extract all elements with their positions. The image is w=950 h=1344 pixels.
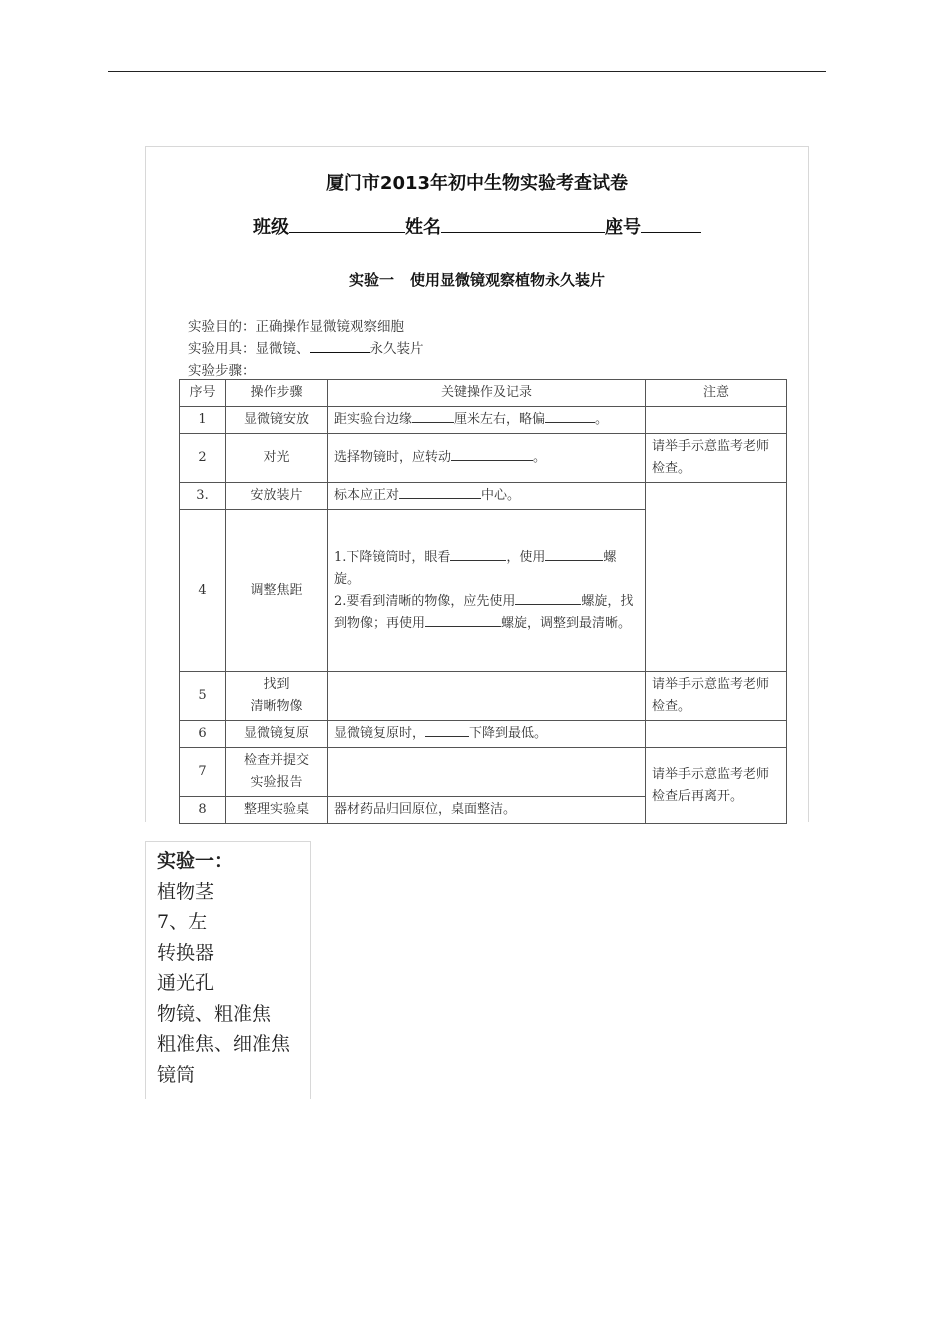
row-record bbox=[328, 483, 646, 510]
answer-blank[interactable] bbox=[515, 591, 581, 605]
row-no: 1 bbox=[180, 407, 226, 434]
answer-item: 粗准焦、细准焦 bbox=[157, 1033, 291, 1055]
record-text: 选择物镜时，应转动 bbox=[334, 450, 452, 465]
table-row bbox=[180, 721, 787, 748]
seat-blank[interactable] bbox=[641, 214, 701, 233]
experiment-heading bbox=[146, 269, 808, 290]
step-line: 清晰物像 bbox=[250, 699, 303, 714]
answer-title: 实验一： bbox=[157, 850, 234, 872]
experiment-name: 使用显微镜观察植物永久装片 bbox=[410, 271, 606, 289]
row-note: 请举手示意监考老师检查。 bbox=[646, 434, 787, 483]
record-text: 。 bbox=[595, 412, 609, 427]
answer-blank[interactable] bbox=[451, 447, 533, 461]
focus-line-2 bbox=[334, 591, 639, 635]
row-no: 4 bbox=[180, 510, 226, 672]
record-text: 标本应正对 bbox=[334, 488, 400, 503]
answer-blank[interactable] bbox=[545, 547, 603, 561]
record-text: 中心。 bbox=[481, 488, 521, 503]
row-record bbox=[328, 434, 646, 483]
row-note: 请举手示意监考老师检查后再离开。 bbox=[646, 748, 787, 824]
answer-item: 物镜、粗准焦 bbox=[157, 1002, 272, 1025]
row-note bbox=[646, 483, 787, 672]
row-step: 显微镜复原 bbox=[226, 721, 328, 748]
header-step: 操作步骤 bbox=[226, 380, 328, 407]
step-line: 检查并提交 bbox=[243, 753, 309, 768]
table-row bbox=[180, 434, 787, 483]
record-text: 距实验台边缘 bbox=[334, 412, 413, 427]
table-header-row bbox=[180, 380, 787, 407]
class-label: 班级 bbox=[253, 217, 289, 238]
answer-blank[interactable] bbox=[412, 409, 454, 423]
row-step: 调整焦距 bbox=[226, 510, 328, 672]
answer-item: 7、左 bbox=[157, 911, 208, 933]
name-blank[interactable] bbox=[441, 214, 605, 233]
record-text: 2.要看到清晰的物像，应先使用 bbox=[334, 593, 516, 609]
record-text: ，使用 bbox=[506, 549, 546, 565]
record-text: 螺旋，调整到最清晰。 bbox=[501, 615, 632, 631]
answer-item: 通光孔 bbox=[157, 972, 215, 994]
table-row bbox=[180, 407, 787, 434]
row-record: 器材药品归回原位，桌面整洁。 bbox=[328, 797, 646, 824]
record-text: 厘米左右，略偏 bbox=[454, 412, 546, 427]
answer-item: 转换器 bbox=[157, 941, 215, 964]
name-label: 姓名 bbox=[405, 217, 441, 238]
row-record bbox=[328, 510, 646, 672]
answer-blank[interactable] bbox=[450, 547, 506, 561]
record-text: 下降到最低。 bbox=[469, 726, 548, 741]
header-record: 关键操作及记录 bbox=[328, 380, 646, 407]
header-no: 序号 bbox=[180, 380, 226, 407]
answer-blank[interactable] bbox=[425, 723, 469, 737]
tools-suffix: 永久装片 bbox=[369, 341, 424, 357]
table-row bbox=[180, 483, 787, 510]
class-blank[interactable] bbox=[289, 214, 405, 233]
row-record bbox=[328, 721, 646, 748]
answer-blank[interactable] bbox=[399, 485, 481, 499]
exam-title: 厦门市2013年初中生物实验考查试卷 bbox=[325, 173, 629, 194]
row-step bbox=[226, 748, 328, 797]
row-step: 安放装片 bbox=[226, 483, 328, 510]
student-info-line bbox=[253, 213, 701, 239]
row-step: 整理实验桌 bbox=[226, 797, 328, 824]
row-no: 7 bbox=[180, 748, 226, 797]
step-line: 找到 bbox=[263, 677, 290, 692]
row-record bbox=[328, 672, 646, 721]
record-text: 螺旋，找到物像；再使用 bbox=[334, 593, 634, 631]
header-note: 注意 bbox=[646, 380, 787, 407]
steps-table bbox=[179, 379, 787, 824]
record-text: 。 bbox=[533, 450, 547, 465]
answer-item: 镜筒 bbox=[157, 1063, 196, 1086]
tools-prefix: 实验用具：显微镜、 bbox=[188, 341, 310, 357]
row-step bbox=[226, 672, 328, 721]
row-no: 3. bbox=[180, 483, 226, 510]
row-step: 对光 bbox=[226, 434, 328, 483]
record-text: 螺旋。 bbox=[334, 549, 617, 587]
table-row bbox=[180, 672, 787, 721]
row-note bbox=[646, 721, 787, 748]
row-note: 请举手示意监考老师检查。 bbox=[646, 672, 787, 721]
row-no: 2 bbox=[180, 434, 226, 483]
answer-item: 植物茎 bbox=[157, 880, 215, 903]
record-text: 1.下降镜筒时，眼看 bbox=[334, 549, 451, 565]
row-no: 8 bbox=[180, 797, 226, 824]
table-row bbox=[180, 748, 787, 797]
experiment-tools bbox=[188, 337, 424, 357]
answer-blank[interactable] bbox=[545, 409, 595, 423]
seat-label: 座号 bbox=[605, 217, 641, 238]
header-rule bbox=[108, 71, 826, 72]
experiment-label: 实验一 bbox=[348, 271, 394, 289]
row-record bbox=[328, 748, 646, 797]
row-no: 6 bbox=[180, 721, 226, 748]
record-text: 显微镜复原时， bbox=[334, 726, 426, 741]
answer-key bbox=[145, 841, 311, 1099]
focus-line-1 bbox=[334, 547, 639, 591]
row-step: 显微镜安放 bbox=[226, 407, 328, 434]
tools-blank[interactable] bbox=[310, 340, 370, 353]
experiment-steps-label: 实验步骤： bbox=[188, 363, 256, 379]
exam-sheet bbox=[145, 146, 809, 822]
row-record bbox=[328, 407, 646, 434]
row-no: 5 bbox=[180, 672, 226, 721]
row-note bbox=[646, 407, 787, 434]
experiment-purpose: 实验目的：正确操作显微镜观察细胞 bbox=[188, 319, 404, 335]
answer-blank[interactable] bbox=[425, 613, 501, 627]
step-line: 实验报告 bbox=[250, 775, 303, 790]
